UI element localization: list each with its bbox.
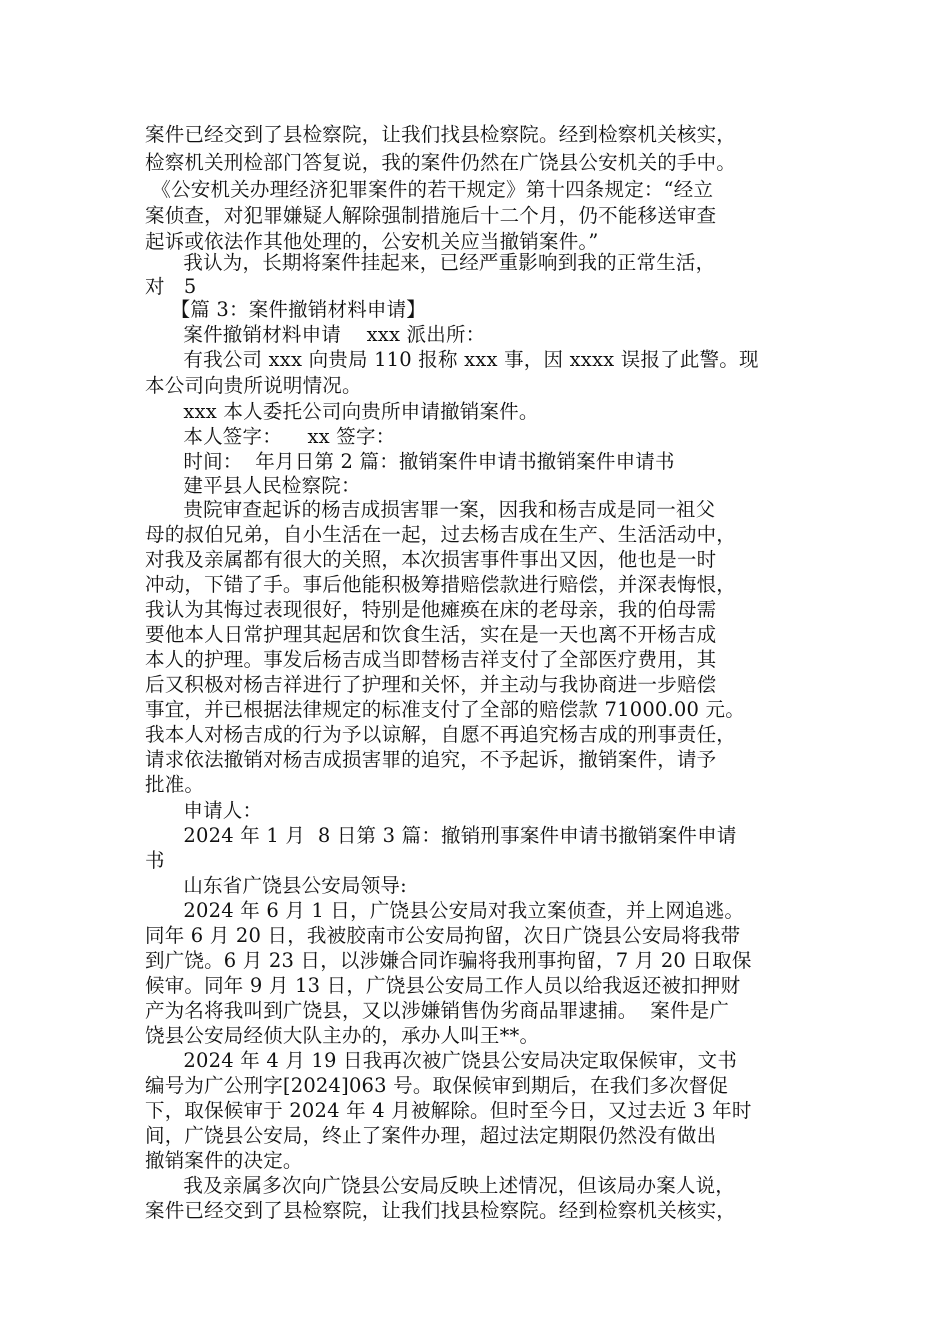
text-line: 我认为，长期将案件挂起来，已经严重影响到我的正常生活，: [145, 251, 716, 274]
text-line: 我认为其悔过表现很好，特别是他瘫痪在床的老母亲，我的伯母需: [145, 598, 717, 621]
text-line: 要他本人日常护理其起居和饮食生活，实在是一天也离不开杨吉成: [145, 623, 717, 646]
text-line: 到广饶。6 月 23 日，以涉嫌合同诈骗将我刑事拘留，7 月 20 日取保: [145, 949, 752, 972]
text-line: 建平县人民检察院：: [145, 474, 361, 497]
text-line: 我本人对杨吉成的行为予以谅解，自愿不再追究杨吉成的刑事责任，: [145, 723, 737, 746]
text-line: 候审。同年 9 月 13 日，广饶县公安局工作人员以给我返还被扣押财: [145, 974, 741, 997]
text-line: 批准。: [145, 773, 205, 796]
text-line: 本人签字： xx 签字：: [145, 425, 396, 448]
section-heading: 【篇 3：案件撤销材料申请】: [145, 298, 426, 321]
text-line: 编号为广公刑字[2024]063 号。取保候审到期后，在我们多次督促: [145, 1074, 729, 1097]
text-line: 本人的护理。事发后杨吉成当即替杨吉祥支付了全部医疗费用，其: [145, 648, 717, 671]
text-line: 撤销案件的决定。: [145, 1149, 303, 1172]
text-line: 间，广饶县公安局，终止了案件办理，超过法定期限仍然没有做出: [145, 1124, 717, 1147]
text-line: xxx 本人委托公司向贵所申请撤销案件。: [145, 400, 539, 423]
text-line: 案侦查，对犯罪嫌疑人解除强制措施后十二个月，仍不能移送审查: [145, 204, 717, 227]
text-line: 《公安机关办理经济犯罪案件的若干规定》第十四条规定：“经立: [145, 178, 714, 201]
text-line: 有我公司 xxx 向贵局 110 报称 xxx 事，因 xxxx 误报了此警。现: [145, 348, 759, 371]
text-line: 同年 6 月 20 日，我被胶南市公安局拘留，次日广饶县公安局将我带: [145, 924, 741, 947]
text-line: 起诉或依法作其他处理的，公安机关应当撤销案件。”: [145, 230, 599, 253]
text-line: 案件已经交到了县检察院，让我们找县检察院。经到检察机关核实，: [145, 1199, 737, 1222]
text-line: 申请人：: [145, 799, 263, 822]
text-line: 2024 年 1 月 8 日第 3 篇：撤销刑事案件申请书撤销案件申请: [145, 824, 737, 847]
text-line: 对 5: [145, 275, 197, 298]
text-line: 对我及亲属都有很大的关照，本次损害事件事出又因，他也是一时: [145, 548, 717, 571]
text-line: 检察机关刑检部门答复说，我的案件仍然在广饶县公安机关的手中。: [145, 151, 737, 174]
text-line: 贵院审查起诉的杨吉成损害罪一案，因我和杨吉成是同一祖父: [145, 498, 716, 521]
text-line: 2024 年 6 月 1 日，广饶县公安局对我立案侦查，并上网追逃。: [145, 899, 745, 922]
text-line: 产为名将我叫到广饶县，又以涉嫌销售伪劣商品罪逮捕。 案件是广: [145, 999, 730, 1022]
text-line: 冲动，下错了手。事后他能积极筹措赔偿款进行赔偿，并深表悔恨，: [145, 573, 737, 596]
text-line: 书: [145, 849, 165, 872]
text-line: 后又积极对杨吉祥进行了护理和关怀，并主动与我协商进一步赔偿: [145, 673, 717, 696]
text-line: 饶县公安局经侦大队主办的，承办人叫王**。: [145, 1024, 540, 1047]
text-line: 本公司向贵所说明情况。: [145, 374, 362, 397]
text-line: 案件撤销材料申请 xxx 派出所：: [145, 323, 486, 346]
text-line: 时间： 年月日第 2 篇：撤销案件申请书撤销案件申请书: [145, 450, 675, 473]
text-line: 请求依法撤销对杨吉成损害罪的追究，不予起诉，撤销案件，请予: [145, 748, 717, 771]
text-line: 事宜，并已根据法律规定的标准支付了全部的赔偿款 71000.00 元。: [145, 698, 745, 721]
text-line: 母的叔伯兄弟，自小生活在一起，过去杨吉成在生产、生活活动中，: [145, 523, 737, 546]
text-line: 下，取保候审于 2024 年 4 月被解除。但时至今日，又过去近 3 年时: [145, 1099, 752, 1122]
text-line: 案件已经交到了县检察院，让我们找县检察院。经到检察机关核实，: [145, 123, 737, 146]
text-line: 2024 年 4 月 19 日我再次被广饶县公安局决定取保候审，文书: [145, 1049, 738, 1072]
text-line: 山东省广饶县公安局领导:: [145, 874, 407, 897]
text-line: 我及亲属多次向广饶县公安局反映上述情况，但该局办案人说，: [145, 1174, 735, 1197]
